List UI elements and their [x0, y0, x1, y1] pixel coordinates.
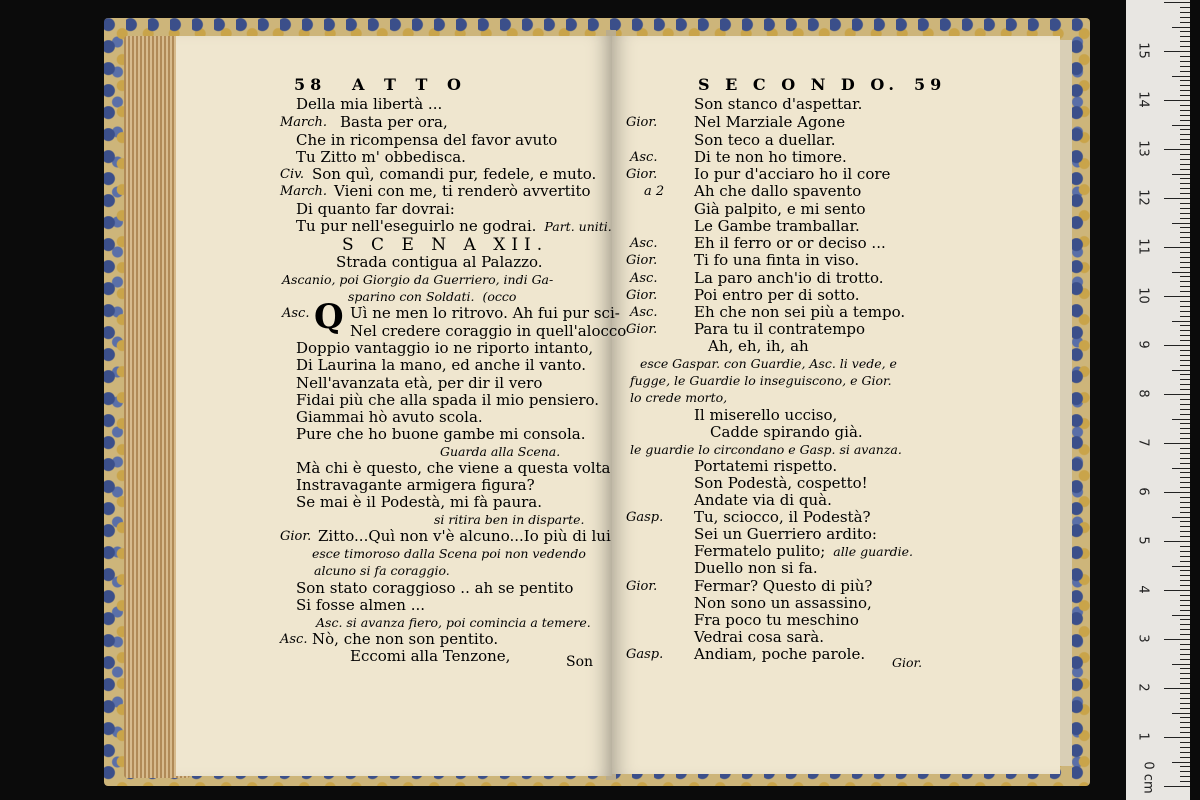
right-text-line: Son stanco d'aspettar. [694, 95, 863, 113]
ruler-tick [1180, 752, 1190, 753]
ruler-tick [1180, 673, 1190, 674]
ruler-tick [1180, 409, 1190, 410]
left-text-line: Si fosse almen ... [296, 596, 426, 614]
right-speaker-label: Gior. [626, 579, 658, 594]
right-text-line: Fermar? Questo di più? [694, 577, 873, 595]
left-text-line: Uì ne men lo ritrovo. Ah fui pur sci- [350, 304, 620, 322]
ruler-tick [1164, 2, 1190, 3]
left-text-line: Giammai hò avuto scola. [296, 408, 483, 426]
ruler-tick [1180, 379, 1190, 380]
right-speaker-label: Asc. [630, 236, 658, 251]
right-text-line: Portatemi rispetto. [694, 457, 838, 475]
ruler-tick [1180, 399, 1190, 400]
right-speaker-label: Asc. [630, 271, 658, 286]
ruler-tick [1180, 742, 1190, 743]
ruler-tick [1180, 624, 1190, 625]
ruler-tick [1180, 306, 1190, 307]
left-text-line: Zitto...Quì non v'è alcuno...Io più di lui [318, 527, 611, 545]
ruler-number: 15 [1135, 42, 1151, 59]
ruler-tick [1180, 404, 1190, 405]
left-speaker-label: Asc. [282, 306, 310, 321]
right-text-line: Cadde spirando già. [710, 423, 863, 441]
ruler-tick [1172, 321, 1190, 322]
ruler-tick [1164, 296, 1190, 297]
ruler-tick [1164, 688, 1190, 689]
ruler-tick [1180, 776, 1190, 777]
left-catchword: Son [566, 654, 594, 670]
ruler-tick [1172, 125, 1190, 126]
left-text-line: Strada contigua al Palazzo. [336, 253, 543, 271]
right-speaker-label: Asc. [630, 305, 658, 320]
ruler-tick [1180, 154, 1190, 155]
left-page-number: 58 [294, 75, 327, 94]
ruler-tick [1180, 31, 1190, 32]
right-text-line: Fermatelo pulito; alle guardie. [694, 542, 913, 560]
ruler-tick [1180, 389, 1190, 390]
ruler-tick [1164, 149, 1190, 150]
left-text-line: Fidai più che alla spada il mio pensiero. [296, 391, 600, 409]
ruler-tick [1180, 556, 1190, 557]
ruler-number: 12 [1135, 189, 1151, 206]
ruler-tick [1180, 355, 1190, 356]
ruler-tick [1180, 595, 1190, 596]
ruler-tick [1180, 414, 1190, 415]
ruler-tick [1180, 580, 1190, 581]
ruler-tick [1164, 100, 1190, 101]
ruler-tick [1164, 443, 1190, 444]
ruler-tick [1180, 115, 1190, 116]
ruler-tick [1180, 85, 1190, 86]
ruler-tick [1180, 335, 1190, 336]
ruler-tick [1164, 394, 1190, 395]
right-text-line: Il miserello ucciso, [694, 406, 838, 424]
ruler-tick [1180, 90, 1190, 91]
ruler-tick [1180, 257, 1190, 258]
ruler-tick [1180, 183, 1190, 184]
left-speaker-label: Civ. [280, 167, 305, 182]
left-text-line: Di Laurina la mano, ed anche il vanto. [296, 356, 586, 374]
right-page-number: 59 [914, 75, 947, 94]
left-text-line: Che in ricompensa del favor avuto [296, 131, 558, 149]
ruler-tick [1180, 178, 1190, 179]
ruler-tick [1180, 218, 1190, 219]
ruler-tick [1180, 428, 1190, 429]
ruler-tick [1180, 644, 1190, 645]
left-text-line: Eccomi alla Tenzone, [350, 647, 511, 665]
right-text-line: Para tu il contratempo [694, 320, 866, 338]
ruler-tick [1180, 71, 1190, 72]
ruler-tick [1180, 164, 1190, 165]
left-speaker-label: March. [280, 115, 328, 130]
right-speaker-label: Gior. [626, 253, 658, 268]
ruler-tick [1180, 727, 1190, 728]
ruler-tick [1180, 477, 1190, 478]
ruler-tick [1180, 438, 1190, 439]
ruler-number: 7 [1135, 438, 1151, 447]
left-text-line: Instravagante armigera figura? [296, 476, 535, 494]
ruler-tick [1180, 267, 1190, 268]
ruler-number: 6 [1135, 487, 1151, 496]
ruler-number: 3 [1135, 634, 1151, 643]
left-text-line: Pure che ho buone gambe mi consola. [296, 425, 586, 443]
left-running-head: A T T O [352, 75, 468, 94]
ruler-tick [1164, 198, 1190, 199]
ruler-tick [1180, 610, 1190, 611]
ruler-tick [1180, 139, 1190, 140]
ruler-tick [1180, 188, 1190, 189]
ruler-tick [1180, 757, 1190, 758]
ruler-tick [1172, 566, 1190, 567]
right-text-line: Andiam, poche parole. [694, 645, 866, 663]
ruler-tick [1172, 419, 1190, 420]
ruler-tick [1180, 159, 1190, 160]
ruler-number: 8 [1135, 389, 1151, 398]
ruler-tick [1180, 22, 1190, 23]
ruler-tick [1180, 384, 1190, 385]
ruler-tick [1180, 536, 1190, 537]
right-speaker-label: a 2 [644, 184, 665, 199]
ruler-number: 11 [1135, 238, 1151, 255]
ruler-tick [1180, 453, 1190, 454]
ruler-number: 5 [1135, 536, 1151, 545]
ruler-tick [1180, 56, 1190, 57]
left-text-line: Asc. si avanza fiero, poi comincia a temere. [316, 615, 591, 630]
left-stage-direction: (occo [482, 289, 517, 304]
ruler-tick [1180, 66, 1190, 67]
ruler-tick [1180, 120, 1190, 121]
ruler-tick [1180, 330, 1190, 331]
ruler-tick [1164, 492, 1190, 493]
ruler-tick [1180, 286, 1190, 287]
ruler-tick [1180, 502, 1190, 503]
right-text-line: Sei un Guerriero ardito: [694, 525, 877, 543]
left-text-line: Basta per ora, [340, 113, 448, 131]
ruler-tick [1172, 468, 1190, 469]
ruler-tick [1180, 575, 1190, 576]
right-speaker-label: Gior. [626, 167, 658, 182]
ruler-tick [1180, 458, 1190, 459]
left-text-line: Di quanto far dovrai: [296, 200, 455, 218]
left-text-line: Tu Zitto m' obbedisca. [296, 148, 466, 166]
right-text-line: fugge, le Guardie lo inseguiscono, e Gior. [630, 373, 892, 388]
ruler-tick [1180, 605, 1190, 606]
ruler-number: 2 [1135, 683, 1151, 692]
ruler-tick [1180, 208, 1190, 209]
left-text-line: Guarda alla Scena. [440, 444, 561, 459]
ruler-tick [1180, 41, 1190, 42]
ruler-tick [1180, 169, 1190, 170]
ruler-tick [1180, 654, 1190, 655]
ruler-tick [1180, 668, 1190, 669]
ruler-tick [1180, 634, 1190, 635]
ruler-tick [1180, 433, 1190, 434]
right-running-head: S E C O N D O. [698, 75, 899, 94]
ruler-tick [1180, 276, 1190, 277]
ruler-number: 10 [1135, 287, 1151, 304]
ruler-tick [1180, 448, 1190, 449]
right-page-edge [1058, 40, 1072, 766]
ruler-tick [1180, 482, 1190, 483]
ruler-tick [1180, 521, 1190, 522]
left-speaker-label: Asc. [280, 632, 308, 647]
ruler-tick [1180, 374, 1190, 375]
ruler-tick [1180, 497, 1190, 498]
right-text-line: Duello non si fa. [694, 559, 818, 577]
right-catchword: Gior. [892, 655, 923, 670]
right-text-line: Di te non ho timore. [694, 148, 847, 166]
ruler-tick [1180, 340, 1190, 341]
ruler-tick [1180, 732, 1190, 733]
ruler-tick [1180, 703, 1190, 704]
left-text-line: Vieni con me, ti renderò avvertito [334, 182, 591, 200]
ruler-number: 14 [1135, 91, 1151, 108]
ruler-tick [1172, 174, 1190, 175]
ruler-tick [1164, 51, 1190, 52]
ruler-tick [1172, 223, 1190, 224]
ruler-tick [1180, 472, 1190, 473]
left-text-line: Son stato coraggioso .. ah se pentito [296, 579, 574, 597]
ruler-tick [1164, 345, 1190, 346]
ruler-tick [1180, 105, 1190, 106]
ruler-tick [1172, 615, 1190, 616]
right-text-line: Andate via di quà. [694, 491, 832, 509]
ruler-tick [1172, 713, 1190, 714]
left-text-line: Della mia libertà ... [296, 95, 443, 113]
ruler-tick [1172, 27, 1190, 28]
right-text-line: Non sono un assassino, [694, 594, 872, 612]
ruler-tick [1180, 7, 1190, 8]
ruler-tick [1180, 570, 1190, 571]
left-text-line: Doppio vantaggio io ne riporto intanto, [296, 339, 594, 357]
ruler-tick [1172, 762, 1190, 763]
ruler-number: 4 [1135, 585, 1151, 594]
left-text-line: Nell'avanzata età, per dir il vero [296, 374, 543, 392]
ruler-tick [1180, 242, 1190, 243]
left-text-line: si ritira ben in disparte. [434, 512, 585, 527]
ruler-tick [1180, 252, 1190, 253]
ruler-tick [1180, 144, 1190, 145]
ruler-tick [1164, 786, 1190, 787]
ruler-tick [1180, 722, 1190, 723]
ruler-tick [1180, 237, 1190, 238]
left-text-line: Mà chi è questo, che viene a questa volta [296, 459, 611, 477]
left-speaker-label: Gior. [280, 529, 312, 544]
ruler-tick [1180, 693, 1190, 694]
ruler-tick [1180, 281, 1190, 282]
ruler-tick [1180, 350, 1190, 351]
right-text-line: Ah, eh, ih, ah [708, 337, 809, 355]
right-text-line: Eh che non sei più a tempo. [694, 303, 906, 321]
ruler-zero-label: 0 cm [1140, 761, 1156, 794]
right-text-line: Io pur d'acciaro ho il core [694, 165, 891, 183]
right-text-line: Ah che dallo spavento [694, 182, 862, 200]
ruler-tick [1180, 512, 1190, 513]
ruler-tick [1180, 110, 1190, 111]
drop-cap: Q [314, 297, 344, 337]
ruler-tick [1180, 227, 1190, 228]
ruler-tick [1180, 360, 1190, 361]
ruler-tick [1180, 659, 1190, 660]
ruler-tick [1180, 771, 1190, 772]
right-text-line: Tu, sciocco, il Podestà? [694, 508, 871, 526]
right-text-line: Fra poco tu meschino [694, 611, 859, 629]
right-text-line: le guardie lo circondano e Gasp. si avanza. [630, 442, 902, 457]
ruler-tick [1180, 129, 1190, 130]
ruler-tick [1164, 590, 1190, 591]
ruler-tick [1180, 747, 1190, 748]
ruler-tick [1180, 708, 1190, 709]
ruler-tick [1180, 526, 1190, 527]
ruler-tick [1180, 531, 1190, 532]
left-text-line: Ascanio, poi Giorgio da Guerriero, indi Ga- [282, 272, 554, 287]
ruler-tick [1180, 36, 1190, 37]
ruler-tick [1180, 311, 1190, 312]
right-text-line: Nel Marziale Agone [694, 113, 846, 131]
ruler-tick [1172, 517, 1190, 518]
ruler-tick [1180, 463, 1190, 464]
ruler-tick [1180, 649, 1190, 650]
left-text-line: alcuno si fa coraggio. [314, 563, 450, 578]
ruler-tick [1172, 664, 1190, 665]
ruler-tick [1180, 423, 1190, 424]
ruler-tick [1180, 507, 1190, 508]
right-text-line: Poi entro per di sotto. [694, 286, 860, 304]
left-text-line: sparino con Soldati. (occo [348, 289, 517, 304]
ruler-tick [1180, 12, 1190, 13]
ruler-tick [1180, 213, 1190, 214]
ruler-tick [1180, 46, 1190, 47]
left-text-line: Nel credere coraggio in quell'alocco [350, 322, 627, 340]
ruler-tick [1180, 487, 1190, 488]
ruler-tick [1180, 766, 1190, 767]
ruler-tick [1164, 541, 1190, 542]
ruler-tick [1180, 781, 1190, 782]
right-text-line: Son teco a duellar. [694, 131, 836, 149]
left-text-line: Nò, che non son pentito. [312, 630, 499, 648]
right-text-line: esce Gaspar. con Guardie, Asc. li vede, e [640, 356, 897, 371]
ruler-tick [1164, 737, 1190, 738]
ruler-tick [1180, 61, 1190, 62]
ruler-number: 13 [1135, 140, 1151, 157]
right-text-line: Eh il ferro or or deciso ... [694, 234, 886, 252]
ruler-tick [1172, 76, 1190, 77]
ruler-tick [1180, 134, 1190, 135]
ruler-tick [1180, 232, 1190, 233]
left-text-line: Se mai è il Podestà, mi fà paura. [296, 493, 542, 511]
ruler-tick [1172, 272, 1190, 273]
right-text-line: La paro anch'io di trotto. [694, 269, 884, 287]
left-stage-direction: Part. uniti. [544, 219, 612, 234]
ruler-tick [1164, 639, 1190, 640]
ruler-tick [1180, 291, 1190, 292]
ruler-tick [1180, 717, 1190, 718]
ruler-tick [1180, 629, 1190, 630]
ruler-tick [1180, 17, 1190, 18]
ruler-tick [1180, 80, 1190, 81]
left-text-line: S C E N A XII. [342, 235, 549, 255]
ruler-tick [1180, 619, 1190, 620]
right-text-line: Già palpito, e mi sento [694, 200, 866, 218]
ruler-tick [1180, 678, 1190, 679]
ruler-tick [1180, 95, 1190, 96]
right-text-line: Ti fo una finta in viso. [694, 251, 860, 269]
ruler-tick [1180, 325, 1190, 326]
right-text-line: Le Gambe tramballar. [694, 217, 860, 235]
ruler-tick [1180, 600, 1190, 601]
ruler-tick [1180, 561, 1190, 562]
ruler-tick [1180, 203, 1190, 204]
ruler-tick [1164, 247, 1190, 248]
ruler-tick [1172, 370, 1190, 371]
right-speaker-label: Gasp. [626, 510, 664, 525]
ruler-tick [1180, 365, 1190, 366]
ruler-tick [1180, 193, 1190, 194]
right-speaker-label: Gior. [626, 322, 658, 337]
left-text-line: Son quì, comandi pur, fedele, e muto. [312, 165, 597, 183]
ruler-tick [1180, 551, 1190, 552]
right-text-line: Son Podestà, cospetto! [694, 474, 868, 492]
ruler-tick [1180, 698, 1190, 699]
right-speaker-label: Gior. [626, 288, 658, 303]
ruler-tick [1180, 546, 1190, 547]
left-text-line: esce timoroso dalla Scena poi non vedendo [312, 546, 586, 561]
ruler-number: 1 [1135, 732, 1151, 741]
ruler-tick [1180, 683, 1190, 684]
ruler-tick [1180, 585, 1190, 586]
ruler-tick [1180, 262, 1190, 263]
ruler-number: 9 [1135, 340, 1151, 349]
ruler-tick [1180, 301, 1190, 302]
right-text-line: lo crede morto, [630, 390, 728, 405]
right-speaker-label: Gasp. [626, 647, 664, 662]
right-text-line: Vedrai cosa sarà. [694, 628, 824, 646]
right-stage-direction: alle guardie. [833, 544, 913, 559]
right-speaker-label: Gior. [626, 115, 658, 130]
left-text-line: Tu pur nell'eseguirlo ne godrai. Part. uniti. [296, 217, 612, 235]
ruler-tick [1180, 316, 1190, 317]
right-speaker-label: Asc. [630, 150, 658, 165]
left-speaker-label: March. [280, 184, 328, 199]
